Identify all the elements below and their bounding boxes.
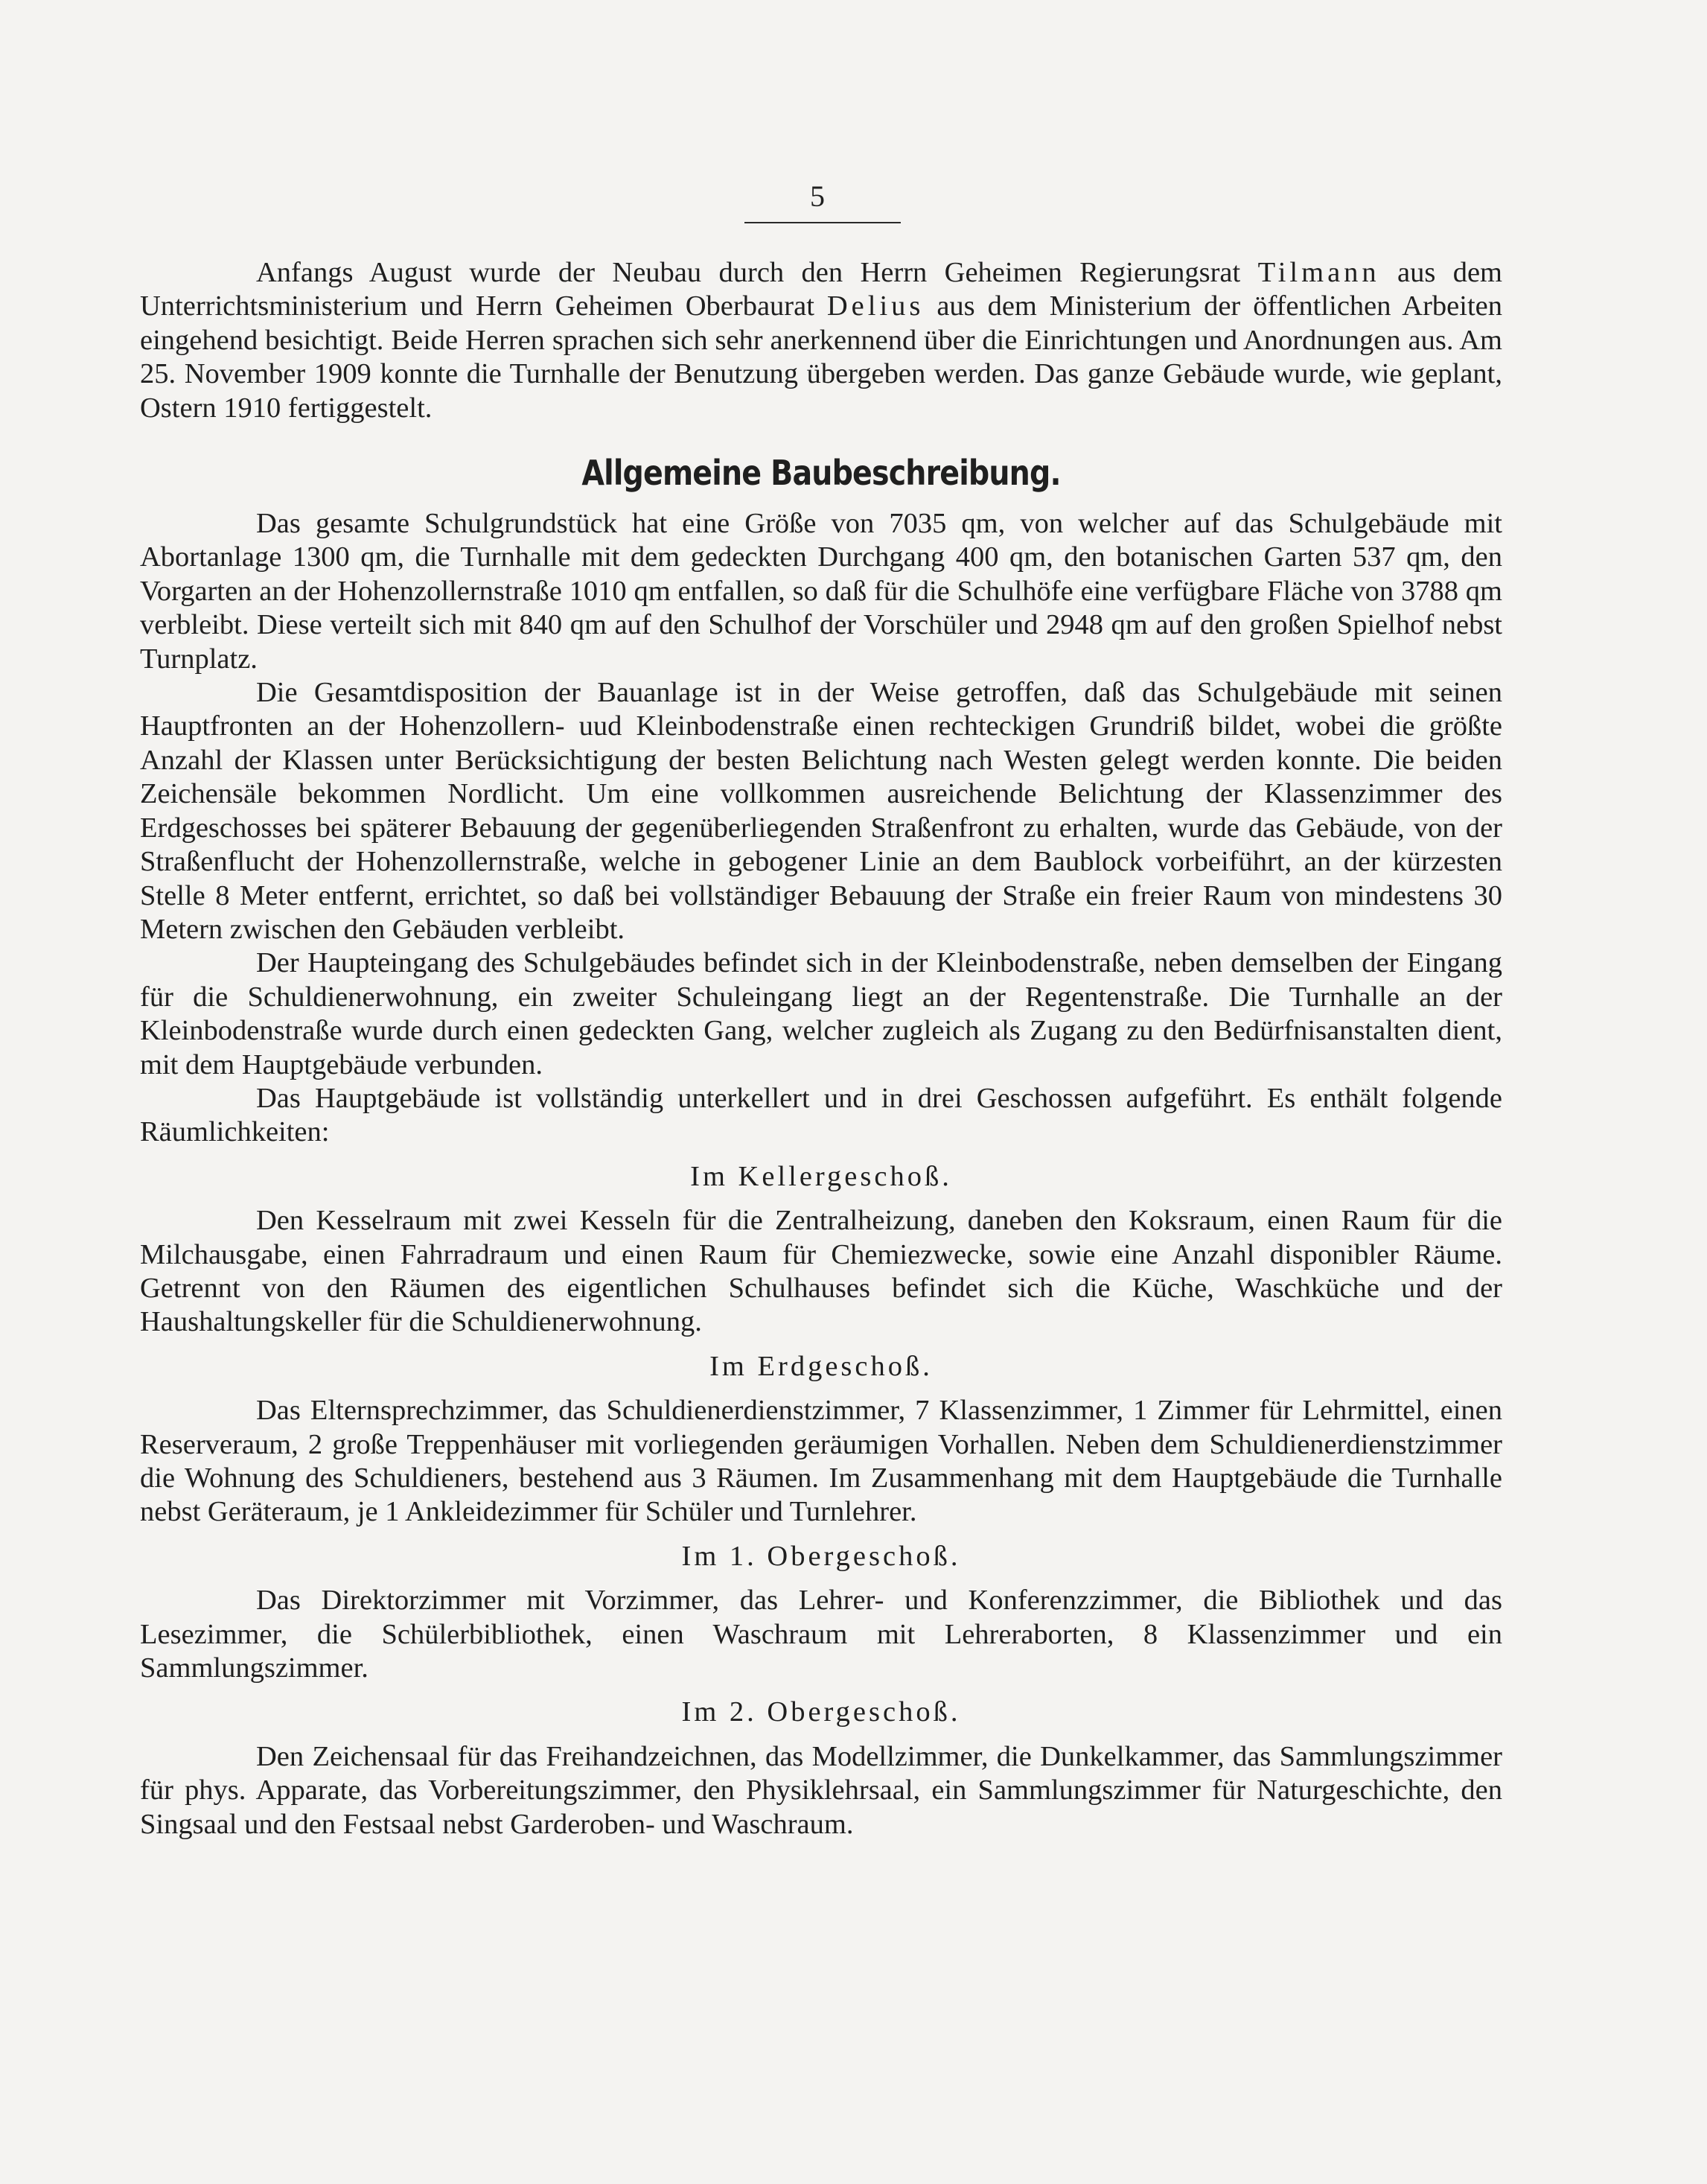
intro-name-delius: Delius — [826, 290, 925, 322]
paragraph-disposition: Die Gesamtdisposition der Bauanlage ist in der Weise getroffen, daß das Schulgebäude mit seinen Hauptfronten an der Hohenzollern- uud Kleinbodenstraße einen rechteckigen Grundriß bildet, wobei die größte Anzahl der Klassen unter Berücksichtigung der besten Belichtung nach Westen gelegt werden konnte. Die beiden Zeichensäle bekommen Nordlicht. Um eine vollkommen ausreichende Belichtung der Klassenzimmer des Erdgeschosses bei späterer Bebauung der gegenüberliegenden Straßenfront zu erhalten, wurde das Gebäude, von der Straßenflucht der Hohenzollernstraße, welche in gebogener Linie an dem Baublock vorbeiführt, an der kürzesten Stelle 8 Meter entfernt, errichtet, so daß bei vollständiger Bebauung der Straße ein freier Raum von mindestens 30 Metern zwischen den Gebäuden verbleibt. — [140, 677, 1502, 945]
section-title: Allgemeine Baubeschreibung. — [581, 453, 1061, 494]
floor-text-erdgeschoss: Das Elternsprechzimmer, das Schuldienerdienstzimmer, 7 Klassenzimmer, 1 Zimmer für Lehrmittel, einen Reserveraum, 2 große Treppenhäuser mit vorliegenden geräumigen Vorhallen. Neben dem Schuldienerdienstzimmer die Wohnung des Schuldieners, bestehend aus 3 Räumen. Im Zusammenhang mit dem Hauptgebäude die Turnhalle nebst Geräteraum, je 1 Ankleidezimmer für Schüler und Turnlehrer. — [140, 1395, 1502, 1528]
floor-text-obergeschoss-1: Das Direktorzimmer mit Vorzimmer, das Lehrer- und Konferenzzimmer, die Bibliothek und das Lesezimmer, die Schülerbibliothek, einen Waschraum mit Lehreraborten, 8 Klassenzimmer und ein Sammlungszimmer. — [140, 1585, 1502, 1684]
intro-name-tilmann: Tilmann — [1257, 257, 1380, 288]
intro-paragraph — [140, 256, 1502, 425]
floor-title-obergeschoss-1: Im 1. Obergeschoß. — [681, 1540, 961, 1572]
document-page — [140, 179, 1502, 1841]
floor-text-obergeschoss-2: Den Zeichensaal für das Freihandzeichnen, das Modellzimmer, die Dunkelkammer, das Sammlungszimmer für phys. Apparate, das Vorbereitungszimmer, den Physiklehrsaal, ein Sammlungszimmer für Naturgeschichte, den Singsaal und den Festsaal nebst Garderoben- und Waschraum. — [140, 1740, 1502, 1840]
floor-title-obergeschoss-2: Im 2. Obergeschoß. — [681, 1696, 961, 1728]
intro-text-a: Anfangs August wurde der Neubau durch den Herrn Geheimen Regierungsrat — [256, 257, 1241, 288]
intro-text-c: aus dem Ministerium der öffentlichen Arbeiten eingehend besichtigt. Beide Herren sprachen sich sehr anerkennend über die Einrichtungen und Anordnungen aus. Am 25. November 1909 konnte die Turnhalle der Benutzung übergeben werden. Das ganze Gebäude wurde, wie geplant, Ostern 1910 fertiggestelt. — [140, 290, 1502, 424]
page-number-rule — [744, 222, 901, 223]
page-number: 5 — [810, 179, 825, 213]
paragraph-eingang: Der Haupteingang des Schulgebäudes befindet sich in der Kleinbodenstraße, neben demselben der Eingang für die Schuldienerwohnung, ein zweiter Schuleingang liegt an der Regentenstraße. Die Turnhalle an der Kleinbodenstraße wurde durch einen gedeckten Gang, welcher zugleich als Zugang zu den Bedürfnisanstalten dient, mit dem Hauptgebäude verbunden. — [140, 947, 1502, 1080]
floor-title-keller: Im Kellergeschoß. — [690, 1160, 952, 1192]
floor-text-keller: Den Kesselraum mit zwei Kesseln für die Zentralheizung, daneben den Koksraum, einen Raum für die Milchausgabe, einen Fahrradraum und einen Raum für Chemiezwecke, sowie eine Anzahl disponibler Räume. Getrennt von den Räumen des eigentlichen Schulhauses befindet sich die Küche, Waschküche und der Haushaltungskeller für die Schuldienerwohnung. — [140, 1205, 1502, 1338]
paragraph-grundstueck: Das gesamte Schulgrundstück hat eine Größe von 7035 qm, von welcher auf das Schulgebäude mit Abortanlage 1300 qm, die Turnhalle mit dem gedeckten Durchgang 400 qm, den botanischen Garten 537 qm, den Vorgarten an der Hohenzollernstraße 1010 qm entfallen, so daß für die Schulhöfe eine verfügbare Fläche von 3788 qm verbleibt. Diese verteilt sich mit 840 qm auf den Schulhof der Vorschüler und 2948 qm auf den großen Spielhof nebst Turnplatz. — [140, 508, 1502, 675]
paragraph-hauptgebaeude: Das Hauptgebäude ist vollständig unterkellert und in drei Geschossen aufgeführt. Es enthält folgende Räumlichkeiten: — [140, 1082, 1502, 1148]
intro-text-b: aus dem Unterrichtsministerium und Herrn Geheimen Oberbaurat — [140, 257, 1503, 322]
floor-title-erdgeschoss: Im Erdgeschoß. — [709, 1350, 933, 1382]
